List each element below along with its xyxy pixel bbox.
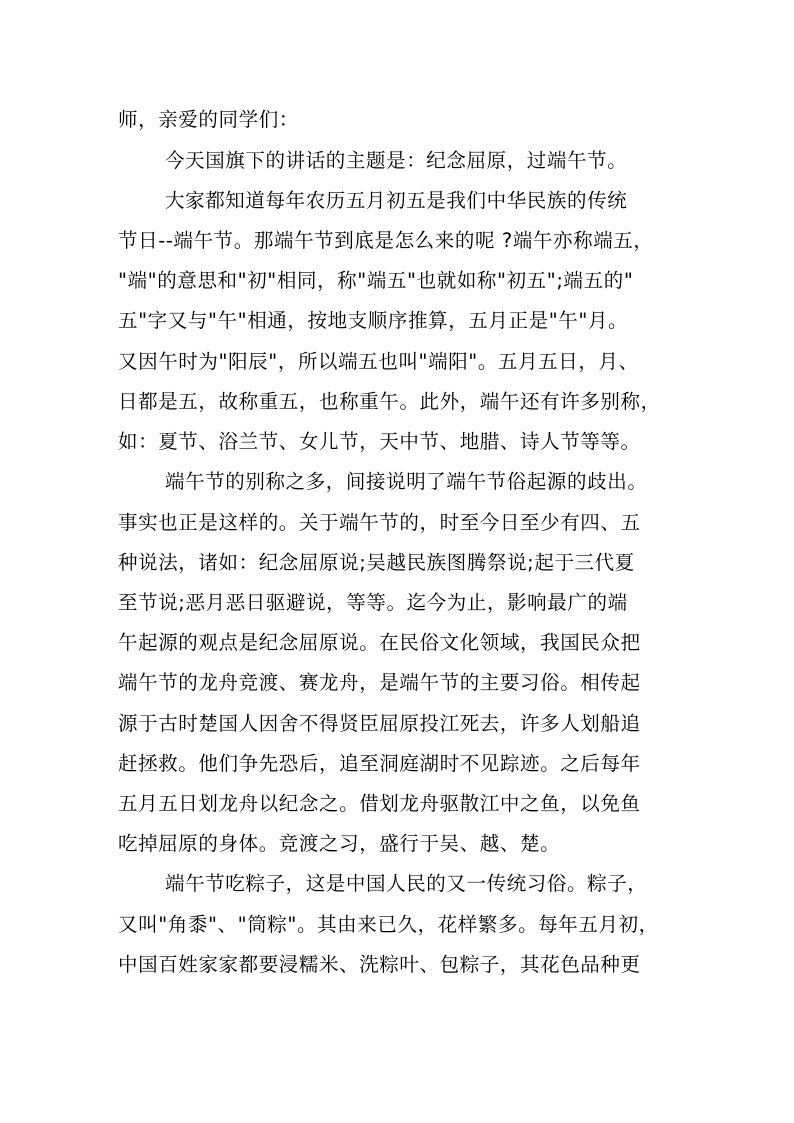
text-line: 午起源的观点是纪念屈原说。在民俗文化领域，我国民众把 bbox=[118, 631, 641, 654]
text-line: 日都是五，故称重五，也称重午。此外，端午还有许多别称， bbox=[118, 390, 661, 413]
text-line: 如：夏节、浴兰节、女儿节，天中节、地腊、诗人节等等。 bbox=[118, 430, 641, 453]
text-line: 源于古时楚国人因舍不得贤臣屈原投江死去，许多人划船追 bbox=[118, 712, 641, 735]
text-line: 五月五日划龙舟以纪念之。借划龙舟驱散江中之鱼，以免鱼 bbox=[118, 792, 641, 815]
text-line: 端午节的龙舟竞渡、赛龙舟，是端午节的主要习俗。相传起 bbox=[118, 671, 641, 694]
text-line: 事实也正是这样的。关于端午节的，时至今日至少有四、五 bbox=[118, 511, 641, 534]
text-line: 端午节吃粽子，这是中国人民的又一传统习俗。粽子， bbox=[165, 872, 648, 895]
text-line: 师，亲爱的同学们： bbox=[118, 108, 299, 131]
text-line: 大家都知道每年农历五月初五是我们中华民族的传统 bbox=[165, 189, 628, 212]
text-line: 至节说;恶月恶日驱避说，等等。迄今为止，影响最广的端 bbox=[118, 591, 628, 614]
text-line: 又因午时为"阳辰"，所以端五也叫"端阳"。五月五日，月、 bbox=[118, 350, 639, 373]
text-line: "端"的意思和"初"相同，称"端五"也就如称"初五";端五的" bbox=[118, 269, 634, 292]
text-line: 五"字又与"午"相通，按地支顺序推算，五月正是"午"月。 bbox=[118, 309, 629, 332]
text-line: 中国百姓家家都要浸糯米、洗粽叶、包粽子，其花色品种更 bbox=[118, 953, 641, 976]
text-line: 端午节的别称之多，间接说明了端午节俗起源的歧出。 bbox=[165, 470, 648, 493]
text-line: 又叫"角黍"、"筒粽"。其由来已久，花样繁多。每年五月初， bbox=[118, 913, 659, 936]
text-line: 节日--端午节。那端午节到底是怎么来的呢 ?端午亦称端五， bbox=[118, 229, 654, 252]
text-line: 吃掉屈原的身体。竞渡之习，盛行于吴、越、楚。 bbox=[118, 832, 561, 855]
text-line: 赶拯救。他们争先恐后，追至洞庭湖时不见踪迹。之后每年 bbox=[118, 752, 641, 775]
text-line: 种说法，诸如：纪念屈原说;吴越民族图腾祭说;起于三代夏 bbox=[118, 551, 635, 574]
text-line: 今天国旗下的讲话的主题是：纪念屈原，过端午节。 bbox=[165, 149, 628, 172]
